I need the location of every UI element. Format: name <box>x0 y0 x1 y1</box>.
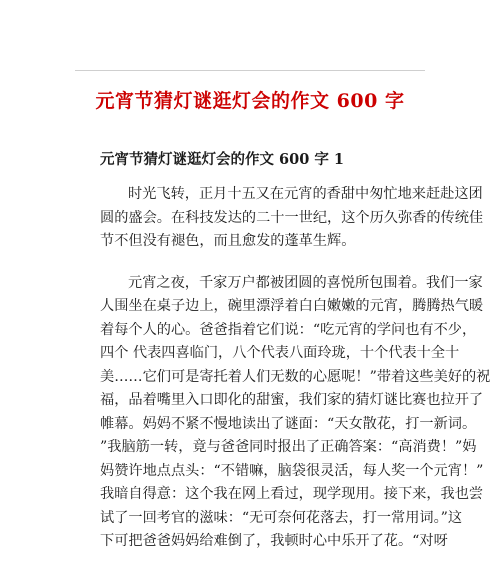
paragraph-line: 我暗自得意：这个我在网上看过，现学现用。接下来，我也尝 <box>100 486 484 502</box>
paragraph-1 <box>100 183 484 254</box>
header-divider <box>75 70 425 71</box>
document-body <box>100 183 491 572</box>
paragraph-line: 美……它们可是寄托着人们无数的心愿呢！”带着这些美好的祝 <box>100 368 491 385</box>
paragraph-line: ”我脑筋一转，竟与爸爸同时报出了正确答案：“高消费！”妈 <box>100 439 477 455</box>
paragraph-line: 节不但没有褪色，而且愈发的蓬革生辉。 <box>100 233 356 249</box>
paragraph-line: 帷幕。妈妈不紧不慢地读出了谜面：“天女散花，打一新词。 <box>100 415 477 432</box>
paragraph-line: 妈赞许地点点头：“不错嘛，脑袋很灵活，每人奖一个元宵！” <box>100 462 484 479</box>
paragraph-line: 下可把爸爸妈妈给难倒了，我顿时心中乐开了花。“对呀 <box>100 533 448 549</box>
paragraph-line: 元宵之夜，千家万户都被团圆的喜悦所包围着。我们一家 <box>128 274 483 291</box>
paragraph-line: 四个 代表四喜临门，八个代表八面玲珑，十个代表十全十 <box>100 345 460 361</box>
paragraph-line: 试了一回考官的滋味：“无可奈何花落去，打一常用词。”这 <box>100 509 463 526</box>
paragraph-line: 福，品着嘴里入口即化的甜蜜，我们家的猜灯谜比赛也拉开了 <box>100 392 484 408</box>
section-heading: 元宵节猜灯谜逛灯会的作文 600 字 1 <box>100 151 344 168</box>
paragraph-line: 人围坐在桌子边上，碗里漂浮着白白嫩嫩的元宵，腾腾热气暖 <box>100 298 484 314</box>
document-title: 元宵节猜灯谜逛灯会的作文 600 字 <box>95 90 405 112</box>
paragraph-line: 着每个人的心。爸爸指着它们说：“吃元宵的学问也有不少， <box>100 321 477 338</box>
paragraph-line: 圆的盛会。在科技发达的二十一世纪，这个历久弥香的传统佳 <box>100 209 484 226</box>
paragraph-2 <box>100 272 491 554</box>
paragraph-line: 时光飞转，正月十五又在元宵的香甜中匆忙地来赶赴这团 <box>128 186 483 202</box>
